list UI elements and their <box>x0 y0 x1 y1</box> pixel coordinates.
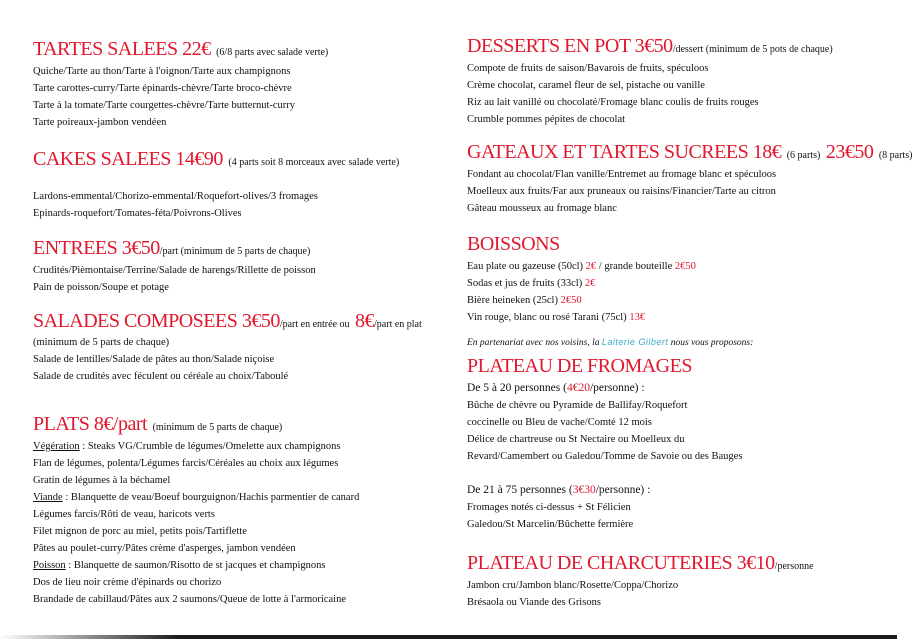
laiterie-gilbert-logo: Laiterie Gilbert <box>601 337 669 347</box>
section-title: ENTREES 3€50/part (minimum de 5 parts de chaque) <box>33 237 311 259</box>
list-item: (minimum de 5 parts de chaque) <box>33 337 170 348</box>
list-item: Bière heineken (25cl) 2€50 <box>467 295 582 306</box>
section-gateaux <box>467 139 912 217</box>
section-cakes-salees <box>33 146 443 222</box>
list-item: Bûche de chèvre ou Pyramide de Ballifay/Roquefort <box>467 400 688 411</box>
section-title: SALADES COMPOSEES 3€50/part en entrée ou 8€/part en plat <box>33 310 422 332</box>
section-title: BOISSONS <box>467 233 560 255</box>
list-item: Crumble pommes pépites de chocolat <box>467 114 626 125</box>
section-title: DESSERTS EN POT 3€50/dessert (minimum de 5 pots de chaque) <box>467 35 833 57</box>
list-item: Gâteau mousseux au fromage blanc <box>467 203 617 214</box>
list-item: Délice de chartreuse ou St Nectaire ou Moelleux du <box>467 434 685 445</box>
section-plats <box>33 411 443 608</box>
section-title: GATEAUX ET TARTES SUCREES 18€ (6 parts) 23€50 (8 parts) <box>467 141 912 163</box>
partner-intro: En partenariat avec nos voisins, la Laiterie Gilbert nous vous proposons: <box>467 337 754 348</box>
list-item: Sodas et jus de fruits (33cl) 2€ <box>467 278 596 289</box>
list-item: Lardons-emmental/Chorizo-emmental/Roquefort-olives/3 fromages <box>33 191 318 202</box>
list-item: Vin rouge, blanc ou rosé Tarani (75cl) 13€ <box>467 312 646 323</box>
section-title: PLATEAU DE CHARCUTERIES 3€10/personne <box>467 552 814 574</box>
list-item: Tarte à la tomate/Tarte courgettes-chèvre/Tarte butternut-curry <box>33 100 296 111</box>
list-item: Dos de lieu noir crème d'épinards ou chorizo <box>33 577 222 588</box>
section-tartes-salees <box>33 36 443 131</box>
list-item: Filet mignon de porc au miel, petits pois/Tartiflette <box>33 526 247 537</box>
list-item: Brésaola ou Viande des Grisons <box>467 597 601 608</box>
section-salades-composees <box>33 308 443 385</box>
list-item: Tarte carottes-curry/Tarte épinards-chèvre/Tarte broco-chèvre <box>33 83 292 94</box>
list-item: Fondant au chocolat/Flan vanille/Entremet au fromage blanc et spéculoos <box>467 169 777 180</box>
section-entrees <box>33 235 443 296</box>
list-item: Flan de légumes, polenta/Légumes farcis/Céréales au choix aux légumes <box>33 458 339 469</box>
list-item: Revard/Camembert ou Galedou/Tomme de Savoie ou des Bauges <box>467 451 743 462</box>
group-heading: De 5 à 20 personnes (4€20/personne) : <box>467 382 645 394</box>
section-title: CAKES SALEES 14€90 (4 parts soit 8 morceaux avec salade verte) <box>33 148 400 170</box>
bottom-divider <box>0 635 897 639</box>
list-item: coccinelle ou Bleu de vache/Comté 12 mois <box>467 417 652 428</box>
list-item: Eau plate ou gazeuse (50cl) 2€ / grande bouteille 2€50 <box>467 261 696 272</box>
list-item: Salade de crudités avec féculent ou céréale au choix/Taboulé <box>33 371 289 382</box>
section-desserts <box>467 33 887 128</box>
list-item: Fromages notés ci-dessus + St Félicien <box>467 502 631 513</box>
section-plateau-charcuteries <box>467 550 887 611</box>
list-item: Gratin de légumes à la béchamel <box>33 475 171 486</box>
list-item: Quiche/Tarte au thon/Tarte à l'oignon/Tarte aux champignons <box>33 66 291 77</box>
list-item: Pâtes au poulet-curry/Pâtes crème d'asperges, jambon vendéen <box>33 543 296 554</box>
list-item: Poisson : Blanquette de saumon/Risotto de st jacques et champignons <box>33 560 326 571</box>
section-plateau-fromages <box>467 353 887 533</box>
list-item: Viande : Blanquette de veau/Boeuf bourguignon/Hachis parmentier de canard <box>33 492 360 503</box>
list-item: Légumes farcis/Rôti de veau, haricots verts <box>33 509 215 520</box>
list-item: Crème chocolat, caramel fleur de sel, pistache ou vanille <box>467 80 705 91</box>
list-item: Brandade de cabillaud/Pâtes aux 2 saumons/Queue de lotte à l'armoricaine <box>33 594 346 605</box>
list-item: Tarte poireaux-jambon vendéen <box>33 117 167 128</box>
list-item: Galedou/St Marcelin/Bûchette fermière <box>467 519 634 530</box>
list-item: Jambon cru/Jambon blanc/Rosette/Coppa/Chorizo <box>467 580 679 591</box>
section-title: PLATEAU DE FROMAGES <box>467 355 692 377</box>
list-item: Végération : Steaks VG/Crumble de légumes/Omelette aux champignons <box>33 441 341 452</box>
list-item: Crudités/Pièmontaise/Terrine/Salade de harengs/Rillette de poisson <box>33 265 316 276</box>
list-item: Riz au lait vanillé ou chocolaté/Fromage blanc coulis de fruits rouges <box>467 97 759 108</box>
group-heading: De 21 à 75 personnes (3€30/personne) : <box>467 484 651 496</box>
list-item: Moelleux aux fruits/Far aux pruneaux ou raisins/Financier/Tarte au citron <box>467 186 776 197</box>
section-title: PLATS 8€/part (minimum de 5 parts de chaque) <box>33 413 283 435</box>
list-item: Compote de fruits de saison/Bavarois de fruits, spéculoos <box>467 63 709 74</box>
list-item: Epinards-roquefort/Tomates-féta/Poivrons-Olives <box>33 208 242 219</box>
section-title: TARTES SALEES 22€ (6/8 parts avec salade verte) <box>33 38 329 60</box>
list-item: Pain de poisson/Soupe et potage <box>33 282 169 293</box>
list-item: Salade de lentilles/Salade de pâtes au thon/Salade niçoise <box>33 354 275 365</box>
section-boissons <box>467 231 887 326</box>
